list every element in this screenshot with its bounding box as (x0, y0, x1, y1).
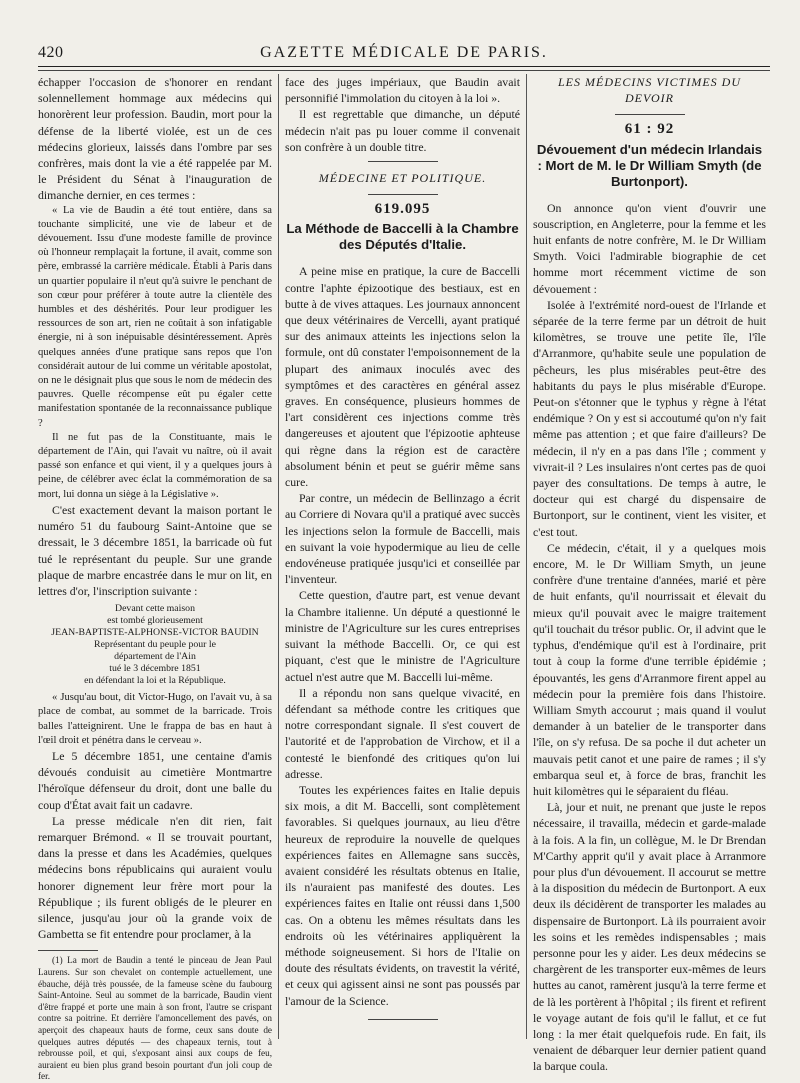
article-number: 61 : 92 (624, 121, 675, 138)
footnote: (1) La mort de Baudin a tenté le pinceau de Jean Paul Laurens. Sur son chevalet on contemple actuellement, une ébauche, déjà très poussée, de la fameuse scène du faubourg Saint-Antoine. Seul au sommet de la barricade, Baudin vient d'être frappé et porte une main à son front, l'autre se crispant contre sa poitrine. Et derrière l'amoncellement des pavés, on aperçoit des chapeaux hauts de forme, ceux sans doute de quelques autres députés — des chapeaux ternis, tout à rebrousse poil, et qui, s'exposant ainsi aux coups de feu, auraient eu bien plus grand besoin pourtant d'un joli coup de fer. (38, 955, 272, 1082)
quote-paragraph: « Jusqu'au bout, dit Victor-Hugo, on l'avait vu, à sa place de combat, au sommet de la barricade. Trois balles l'atteignirent. Une le frappa de bas en haut à l'œil droit et pénétra dans le cerveau ». (38, 692, 272, 746)
paragraph: C'est exactement devant la maison portant le numéro 51 du faubourg Saint-Antoine que se dressait, le 3 décembre 1851, la barricade où fut tué le représentant du peuple. Sur une grande plaque de marbre encastrée dans le mur on lit, en lettres d'or, l'inscription suivante : (38, 502, 272, 598)
section-rule (615, 114, 685, 115)
inscription-line: en défendant la loi et la République. (84, 675, 226, 687)
inscription-line: tué le 3 décembre 1851 (109, 663, 201, 675)
paragraph: Il a répondu non sans quelque vivacité, en défendant sa méthode contre les critiques que notre correspondant signale. Il s'est couvert de l'autorité et de l'approbation de Virchow, et il a contesté le bienfondé des critiques qu'on lui adresse. (285, 685, 520, 781)
paragraph: Par contre, un médecin de Bellinzago a écrit au Corriere di Novara qu'il a pratiqué avec succès les injections selon la formule de Baccelli, mais en suivant la voie hypodermique au lieu de celle endovéneuse pratiquée jusqu'ici et conseillée par l'inventeur. (285, 491, 520, 587)
paragraph: La presse médicale n'en dit rien, fait remarquer Brémond. « Il se trouvait pourtant, dans la presse et dans les Académies, quelques médecins bons républicains qui auraient voulu honorer dignement leur frère mort pour la République ; ils furent obligés de le pleurer en silence, jusqu'au jour où la grande voix de Gambetta se fit entendre pour proclamer, à la (38, 813, 272, 942)
quote-paragraph: « La vie de Baudin a été tout entière, dans sa touchante simplicité, une vie de labeur et de dévouement. Issu d'une modeste famille de province où l'honneur remplaçait la fortune, il avait, comme son père, embrassé la carrière médicale. Établi à Paris dans un quartier populaire il n'eut qu'à suivre le penchant de son cœur pour préférer à toute autre la clientèle des humbles et des déshérités. Pour leur prodiguer les ressources de son art, rien ne coûtait à son infatigable énergie, ni à son inépuisable désintéressement. Après quelques années d'une pratique sans repos que l'on considérait autour de lui comme un véritable apostolat, on ne le désignait plus que sous le nom de médecin des pauvres. Quelle récompense eût pu égaler cette manifestation spontanée de la reconnaissance publique ? (38, 204, 272, 429)
paragraph: Là, jour et nuit, ne prenant que juste le repos nécessaire, il travailla, médecin et garde-malade à la fois. A la fin, un collègue, M. le Dr Brendan M'Carthy apprit qu'il y avait place à Arranmore pour plus d'un dévouement. Il accourut se mettre à la disposition du médecin de Burtonport. A eux deux ils décidèrent de transporter les malades au dispensaire de Burtonport. Là ils pourraient avoir les soins et les remèdes indispensables ; mais personne pour les y aider. Les deux médecins se chargèrent de les transporter eux-mêmes de leurs huttes au canot, ramèrent jusqu'à la terre ferme et de là les portèrent à l'hôpital ; ils firent et refirent le voyage autant de fois qu'il le fallut, et ce fut long : la mer était quelquefois rude. En fait, ils venaient de débarquer leur dernier patient quand la barque coula. (533, 800, 766, 1074)
column-3 (533, 74, 766, 1075)
column-2 (285, 74, 520, 1026)
paragraph: Il est regrettable que dimanche, un député médecin n'ait pas pu louer comme il convenait son confrère à un double titre. (285, 107, 520, 154)
column-divider (526, 74, 527, 1039)
journal-title: GAZETTE MÉDICALE DE PARIS. (260, 44, 548, 61)
paragraph: face des juges impériaux, que Baudin avait personnifié l'immolation du citoyen à la loi ». (285, 75, 520, 106)
article-title: Dévouement d'un médecin Irlandais : Mort de M. le Dr William Smyth (de Burtonport). (536, 141, 763, 189)
paragraph: échapper l'occasion de s'honorer en rendant solennellement hommage aux médecins qui honorèrent leur profession. Baudin, mort pour la défense de la liberté violée, est un de ces médecins glorieux, laissés dans l'ombre par ses confrères, mais dont la vie a été rappelée par M. le Président du Sénat à l'inauguration de dimanche dernier, en ces termes : (38, 75, 272, 203)
article-title: La Méthode de Baccelli à la Chambre des Députés d'Italie. (286, 221, 519, 253)
section-heading: MÉDECINE ET POLITIQUE. (318, 171, 487, 186)
article-number: 619.095 (374, 201, 431, 218)
quote-paragraph: Il ne fut pas de la Constituante, mais le département de l'Ain, qui l'avait vu naître, où il avait passé son enfance et qui vient, il y a quelques jours à peine, de célébrer avec éclat la commémoration de sa mort, lui donna un siège à la Législative ». (38, 431, 272, 500)
footnote-rule (38, 950, 98, 951)
header-rule (38, 70, 770, 71)
page-number: 420 (38, 44, 64, 61)
inscription-line: département de l'Ain (114, 651, 196, 663)
inscription-line: Représentant du peuple pour le (94, 639, 216, 651)
paragraph: Le 5 décembre 1851, une centaine d'amis dévoués conduisit au cimetière Montmartre l'héroïque défenseur du droit, dont une balle du coup d'État avait fait un cadavre. (38, 748, 272, 812)
section-heading: LES MÉDECINS VICTIMES DU DEVOIR (558, 75, 741, 106)
inscription-line: est tombé glorieusement (107, 615, 203, 627)
paragraph: On annonce qu'on vient d'ouvrir une souscription, en Angleterre, pour la femme et les huit enfants de notre confrère, M. le Dr William Smyth. Voici l'admirable biographie de cet homme mort récemment victime de son dévouement : (533, 200, 766, 296)
paragraph: Cette question, d'autre part, est venue devant la Chambre italienne. Un député a questionné le ministre de l'Agriculture sur les cures entreprises suivant la méthode Baccelli. Or, ce qui est piquant, c'est que le ministre de l'Agriculture actuel n'est autre que M. Baccelli lui-même. (285, 588, 520, 684)
inscription-line: JEAN-BAPTISTE-ALPHONSE-VICTOR BAUDIN (51, 627, 259, 639)
paragraph: Ce médecin, c'était, il y a quelques mois encore, M. le Dr William Smyth, un jeune confrère d'une trentaine d'années, marié et père de huit enfants, qu'il nourrissait et élevait du mieux qu'il pouvait avec le maigre traitement qu'il touchait du trésor public. Or, il advint que le typhus, d'endémique qu'il est à l'ordinaire, prit tout à coup la forme d'une terrible épidémie ; épouvantés, les gens d'Arranmore firent appel au médecin pour la première fois dans l'histoire. William Smyth accourut ; mais quand il voulut demander à un batelier de le transporter dans l'île, on s'y refusa. De sa poche il dut acheter un mauvais petit canot et une paire de rames ; il s'y embarqua seul et, à force de bras, franchit les huit kilomètres qui le séparaient du fléau. (533, 540, 766, 798)
column-1 (38, 74, 272, 1083)
paragraph: Toutes les expériences faites en Italie depuis six mois, a dit M. Baccelli, sont complètement favorables. Si quelques journaux, au lieu d'être heureux de reproduire la nouvelle de quelques expériences faites en Allemagne sans succès, avaient considéré les résultats obtenus en Italie, ils n'auraient pas manifesté des doutes. Les expériences faites en Italie ont réussi dans 1,500 cas. On a obtenu les mêmes résultats dans les endroits où les vétérinaires appliquèrent la méthode soigneusement. Si hors de l'Italie on doute des résultats évidents, on travestit la vérité, et ceux qui agissent ainsi ne sont pas poussés par l'amour de la Science. (285, 782, 520, 1008)
paragraph: Isolée à l'extrémité nord-ouest de l'Irlande et séparée de la terre ferme par un détroit de huit kilomètres, se trouve une petite île, l'île d'Arranmore, qu'habite seule une population de pêcheurs, les plus misérables peut-être des habitants du pays le plus misérable d'Europe. Peut-on s'étonner que le typhus y règne à l'état endémique ? On y est si accoutumé qu'on n'y fait même pas attention ; et que faire d'ailleurs? De médecin, il n'y en a pas dans l'île ; comment y vivrait-il ? Les insulaires n'ont certes pas de quoi payer des consultations. De temps à autre, le docteur qui est chargé du dispensaire de Burtonport, sur le continent, vient les visiter, et c'est tout. (533, 297, 766, 539)
section-rule (368, 161, 438, 162)
section-rule (368, 194, 438, 195)
inscription (38, 603, 272, 687)
inscription-line: Devant cette maison (115, 603, 195, 615)
paragraph: A peine mise en pratique, la cure de Baccelli contre l'aphte épizootique des bestiaux, est en butte à de vives attaques. Les journaux annoncent que deux vétérinaires de Vercelli, ayant pratiqué sur des animaux atteints les injections selon la formule, ont dû constater l'empoisonnement de la plupart des animaux inoculés avec des symptômes et des caractères en général assez graves. En conséquence, plusieurs hommes de l'art considèrent ces injections comme très dangereuses et ajoutent que l'épizootie aphteuse qui règne dans la région est de caractère absolument bénin et peut se guérir même sans cure. (285, 264, 520, 490)
column-divider (278, 74, 279, 1039)
page-header (38, 44, 770, 67)
end-rule (368, 1019, 438, 1020)
